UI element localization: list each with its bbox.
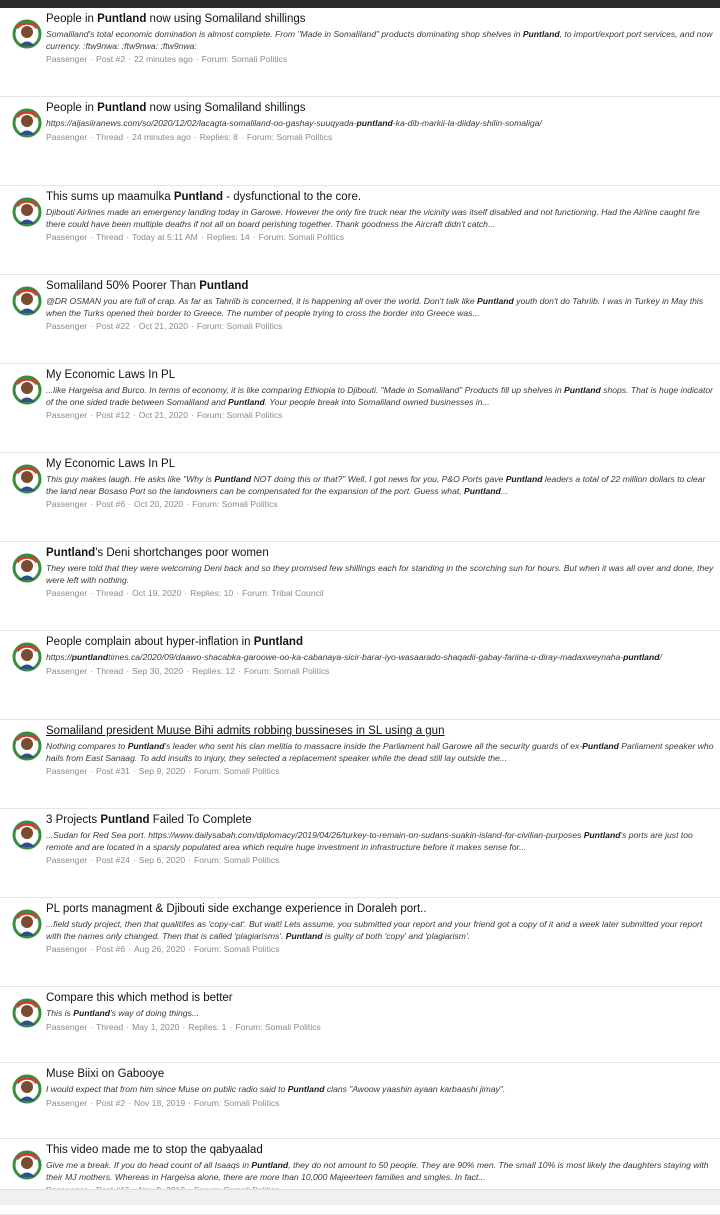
- avatar[interactable]: [12, 368, 42, 412]
- author-link[interactable]: Passenger: [46, 1097, 88, 1108]
- result-snippet: This guy makes laugh. He asks like "Why is Puntland NOT doing this or that?" Well, I got news for you, P&O Ports gave Puntland leaders a total of 22 million dollars to clear the land near Bosaso Port so the landowners can be compensated for the expansion of the port. Guess what, Puntland...: [46, 474, 706, 496]
- result-title-link[interactable]: PL ports managment & Djibouti side exchange experience in Doraleh port..: [46, 903, 427, 915]
- search-result[interactable]: [0, 8, 720, 97]
- result-meta: Passenger · Post #2 · 22 minutes ago · Forum: Somali Politics: [46, 54, 288, 64]
- result-meta: Passenger · Post #2 · Nov 18, 2019 · Forum: Somali Politics: [46, 1097, 280, 1108]
- reply-count: Replies: 10: [190, 588, 234, 598]
- result-snippet: I would expect that from him since Muse on public radio said to Puntland clans "Awoow yaashin ayaan karbaashi jimay".: [46, 1084, 506, 1094]
- search-result[interactable]: [0, 720, 720, 809]
- page-footer: [0, 1189, 720, 1205]
- post-kind: Thread: [95, 665, 124, 676]
- result-meta: Passenger · Thread · Sep 30, 2020 · Replies: 12 · Forum: Somali Politics: [46, 665, 330, 676]
- result-title-link[interactable]: Puntland's Deni shortchanges poor women: [46, 547, 269, 559]
- profile-photo-icon: [12, 457, 42, 501]
- result-snippet: ...field study project, then that qualitifes as 'copy-cat'. But wait! Lets assume, you submitted your report and your friend got a copy of it and a week later submitted your report with the names only changed. Then that is called 'plagiarisms'. Puntland is guilty of both 'copy' and 'plagiarism'.: [46, 919, 703, 941]
- profile-photo-icon: [12, 190, 42, 234]
- post-kind: Thread: [95, 1021, 124, 1032]
- avatar[interactable]: [12, 279, 42, 323]
- forum-link[interactable]: Forum: Tribal Council: [242, 588, 324, 598]
- forum-link[interactable]: Forum: Somali Politics: [192, 499, 278, 509]
- author-link[interactable]: Passenger: [46, 766, 88, 776]
- reply-count: Replies: 1: [188, 1021, 227, 1032]
- result-meta: Passenger · Post #12 · Oct 21, 2020 · Forum: Somali Politics: [46, 410, 283, 420]
- result-title-link[interactable]: Compare this which method is better: [46, 992, 233, 1004]
- profile-photo-icon: [12, 101, 42, 145]
- avatar[interactable]: [12, 813, 42, 857]
- search-result[interactable]: [0, 542, 720, 631]
- avatar[interactable]: [12, 12, 42, 56]
- search-result[interactable]: [0, 898, 720, 987]
- result-meta: Passenger · Post #22 · Oct 21, 2020 · Forum: Somali Politics: [46, 321, 283, 331]
- search-result[interactable]: [0, 364, 720, 453]
- result-meta: Passenger · Thread · 24 minutes ago · Replies: 8 · Forum: Somali Politics: [46, 131, 333, 142]
- avatar[interactable]: [12, 635, 42, 679]
- result-title-link[interactable]: People in Puntland now using Somaliland shillings: [46, 102, 306, 114]
- profile-photo-icon: [12, 546, 42, 590]
- avatar[interactable]: [12, 546, 42, 590]
- result-title-link[interactable]: Somaliland president Muuse Bihi admits robbing bussineses in SL using a gun: [46, 725, 445, 737]
- author-link[interactable]: Passenger: [46, 588, 88, 598]
- post-kind: Post #31: [95, 766, 130, 776]
- search-result[interactable]: [0, 453, 720, 542]
- post-kind: Post #6: [95, 944, 126, 954]
- timestamp: 24 minutes ago: [132, 131, 191, 142]
- profile-photo-icon: [12, 635, 42, 679]
- forum-link[interactable]: Forum: Somali Politics: [196, 321, 283, 331]
- profile-photo-icon: [12, 902, 42, 946]
- forum-link[interactable]: Forum: Somali Politics: [194, 1097, 280, 1108]
- result-title-link[interactable]: Muse Biixi on Gabooye: [46, 1068, 165, 1080]
- result-snippet: Somaliland's total economic domination is almost complete. From "Made in Somaliland" products dominating shop shelves in Puntland, to import/export port services, and now currency. :ftw9nwa: :ftw9nwa: :ftw9nwa:: [46, 29, 713, 51]
- profile-photo-icon: [12, 991, 42, 1035]
- reply-count: Replies: 12: [192, 665, 236, 676]
- timestamp: Sep 30, 2020: [132, 665, 184, 676]
- author-link[interactable]: Passenger: [46, 855, 88, 865]
- search-result[interactable]: [0, 186, 720, 275]
- timestamp: Aug 26, 2020: [134, 944, 186, 954]
- author-link[interactable]: Passenger: [46, 499, 88, 509]
- search-results-list: [0, 8, 720, 1215]
- result-title-link[interactable]: My Economic Laws In PL: [46, 369, 176, 381]
- result-snippet: Nothing compares to Puntland's leader who sent his clan melitia to massacre inside the Parliament hall Garowe all the security guards of ex-Puntland Parliament speaker who hails from East Sanaag. To add insults to injury, they selected a replacement speaker while the dead still lay outside the...: [46, 741, 714, 763]
- post-kind: Post #2: [95, 54, 126, 64]
- result-title-link[interactable]: This sums up maamulka Puntland - dysfunctional to the core.: [46, 191, 362, 203]
- post-kind: Post #24: [95, 855, 130, 865]
- result-title-link[interactable]: 3 Projects Puntland Failed To Complete: [46, 814, 252, 826]
- result-meta: Passenger · Post #24 · Sep 6, 2020 · Forum: Somali Politics: [46, 855, 280, 865]
- avatar[interactable]: [12, 1143, 42, 1187]
- result-title-link[interactable]: People in Puntland now using Somaliland shillings: [46, 13, 306, 25]
- result-snippet: https://aljasiiranews.com/so/2020/12/02/lacagta-somaliland-oo-gashay-suuqyada-puntland-ka-dib-markii-la-diiday-shilin-somaliga/: [46, 118, 542, 128]
- author-link[interactable]: Passenger: [46, 131, 88, 142]
- result-snippet: This is Puntland's way of doing things...: [46, 1008, 200, 1018]
- profile-photo-icon: [12, 12, 42, 56]
- timestamp: Nov 18, 2019: [134, 1097, 186, 1108]
- author-link[interactable]: Passenger: [46, 944, 88, 954]
- forum-link[interactable]: Forum: Somali Politics: [201, 54, 288, 64]
- avatar[interactable]: [12, 724, 42, 768]
- author-link[interactable]: Passenger: [46, 1021, 88, 1032]
- post-kind: Post #12: [95, 410, 130, 420]
- result-meta: Passenger · Post #6 · Aug 26, 2020 · Forum: Somali Politics: [46, 944, 280, 954]
- author-link[interactable]: Passenger: [46, 232, 88, 242]
- profile-photo-icon: [12, 279, 42, 323]
- post-kind: Post #6: [95, 499, 126, 509]
- timestamp: 22 minutes ago: [134, 54, 193, 64]
- author-link[interactable]: Passenger: [46, 410, 88, 420]
- avatar[interactable]: [12, 101, 42, 145]
- timestamp: Oct 21, 2020: [138, 410, 188, 420]
- author-link[interactable]: Passenger: [46, 54, 88, 64]
- result-snippet: @DR OSMAN you are full of crap. As far as Tahriib is concerned, it is happening all over the world. Don't talk like Puntland youth don't do Tahriib. I was in Turkey in May this when the Turks opened their border to Greece. The number of people trying to cross the border into Greece was...: [46, 296, 704, 318]
- profile-photo-icon: [12, 813, 42, 857]
- post-kind: Post #2: [95, 1097, 126, 1108]
- forum-link[interactable]: Forum: Somali Politics: [194, 944, 280, 954]
- reply-count: Replies: 14: [206, 232, 250, 242]
- result-snippet: Djibouti Airlines made an emergency landing today in Garowe. However the only fire truck near the vicinity was itself disabled and not functioning. Had the Airline caught fire there could have been multiple deaths if not all on board perishing together. Thank goodness the Aircraft didn't catch...: [46, 207, 700, 229]
- author-link[interactable]: Passenger: [46, 665, 88, 676]
- profile-photo-icon: [12, 1143, 42, 1187]
- profile-photo-icon: [12, 368, 42, 412]
- post-kind: Post #22: [95, 321, 130, 331]
- timestamp: Today at 5:11 AM: [132, 232, 198, 242]
- search-result[interactable]: [0, 809, 720, 898]
- timestamp: Sep 6, 2020: [138, 855, 186, 865]
- search-result[interactable]: [0, 631, 720, 720]
- avatar[interactable]: [12, 457, 42, 501]
- result-snippet: https://puntlandtimes.ca/2020/09/daawo-shacabka-garoowe-oo-ka-cabanaya-sicir-barar-iyo-wasaarado-shaqadii-gabay-fariina-u-diray-madaxweynaha-puntland/: [46, 652, 662, 662]
- post-kind: Thread: [95, 588, 124, 598]
- avatar[interactable]: [12, 991, 42, 1035]
- result-snippet: ...Sudan for Red Sea port. https://www.dailysabah.com/diplomacy/2019/04/26/turkey-to-remain-on-sudans-suakin-island-for-civilian-purposes Puntland's ports are just too remote and are located in a sparsly populated area which require huge investment in infrastructure before it makes sense for...: [46, 830, 693, 852]
- timestamp: Sep 9, 2020: [138, 766, 186, 776]
- result-title-link[interactable]: Somaliland 50% Poorer Than Puntland: [46, 280, 249, 292]
- timestamp: Oct 20, 2020: [134, 499, 184, 509]
- avatar[interactable]: [12, 902, 42, 946]
- result-meta: Passenger · Post #6 · Oct 20, 2020 · Forum: Somali Politics: [46, 499, 278, 509]
- result-snippet: They were told that they were welcoming Deni back and so they promised few shillings each for standing in the scorching sun for hours. But when it was all over and done, they were left with nothing.: [46, 563, 714, 585]
- forum-link[interactable]: Forum: Somali Politics: [246, 131, 333, 142]
- result-snippet: ...like Hargeisa and Burco. In terms of economy, it is like comparing Ethiopia to Djibouti. "Made in Somaliland" Products fill up shelves in Puntland shops. That is huge indicator of the one sided trade between Somaliland and Puntland. Your people break into Somaliland owned businesses in...: [46, 385, 714, 407]
- forum-link[interactable]: Forum: Somali Politics: [235, 1021, 321, 1032]
- timestamp: Oct 19, 2020: [132, 588, 182, 598]
- timestamp: May 1, 2020: [132, 1021, 180, 1032]
- avatar[interactable]: [12, 1067, 42, 1111]
- search-result[interactable]: [0, 275, 720, 364]
- post-kind: Thread: [95, 232, 124, 242]
- forum-link[interactable]: Forum: Somali Politics: [194, 855, 280, 865]
- result-snippet: Give me a break. If you do head count of all Isaaqs in Puntland, they do not amount to 50 people. They are 90% men. The small 10% is most likely the daughters staying with their MJ mothers. Whereas in Hargeisa alone, there are more than 10,000 Majeerteen families and singles. In fact...: [46, 1160, 709, 1182]
- forum-link[interactable]: Forum: Somali Politics: [258, 232, 345, 242]
- search-result[interactable]: [0, 1063, 720, 1139]
- timestamp: Oct 21, 2020: [138, 321, 188, 331]
- result-title-link[interactable]: People complain about hyper-inflation in Puntland: [46, 636, 303, 648]
- result-meta: Passenger · Thread · Today at 5:11 AM · Replies: 14 · Forum: Somali Politics: [46, 232, 345, 242]
- result-meta: Passenger · Post #31 · Sep 9, 2020 · Forum: Somali Politics: [46, 766, 280, 776]
- forum-link[interactable]: Forum: Somali Politics: [194, 766, 280, 776]
- avatar[interactable]: [12, 190, 42, 234]
- search-result[interactable]: [0, 987, 720, 1063]
- search-result[interactable]: [0, 97, 720, 186]
- profile-photo-icon: [12, 1067, 42, 1111]
- result-meta: Passenger · Thread · May 1, 2020 · Replies: 1 · Forum: Somali Politics: [46, 1021, 321, 1032]
- forum-link[interactable]: Forum: Somali Politics: [196, 410, 283, 420]
- forum-link[interactable]: Forum: Somali Politics: [243, 665, 330, 676]
- result-title-link[interactable]: My Economic Laws In PL: [46, 458, 176, 470]
- result-title-link[interactable]: This video made me to stop the qabyaalad: [46, 1144, 263, 1156]
- reply-count: Replies: 8: [199, 131, 238, 142]
- top-bar: [0, 0, 720, 8]
- result-meta: Passenger · Thread · Oct 19, 2020 · Replies: 10 · Forum: Tribal Council: [46, 588, 324, 598]
- post-kind: Thread: [95, 131, 124, 142]
- profile-photo-icon: [12, 724, 42, 768]
- author-link[interactable]: Passenger: [46, 321, 88, 331]
